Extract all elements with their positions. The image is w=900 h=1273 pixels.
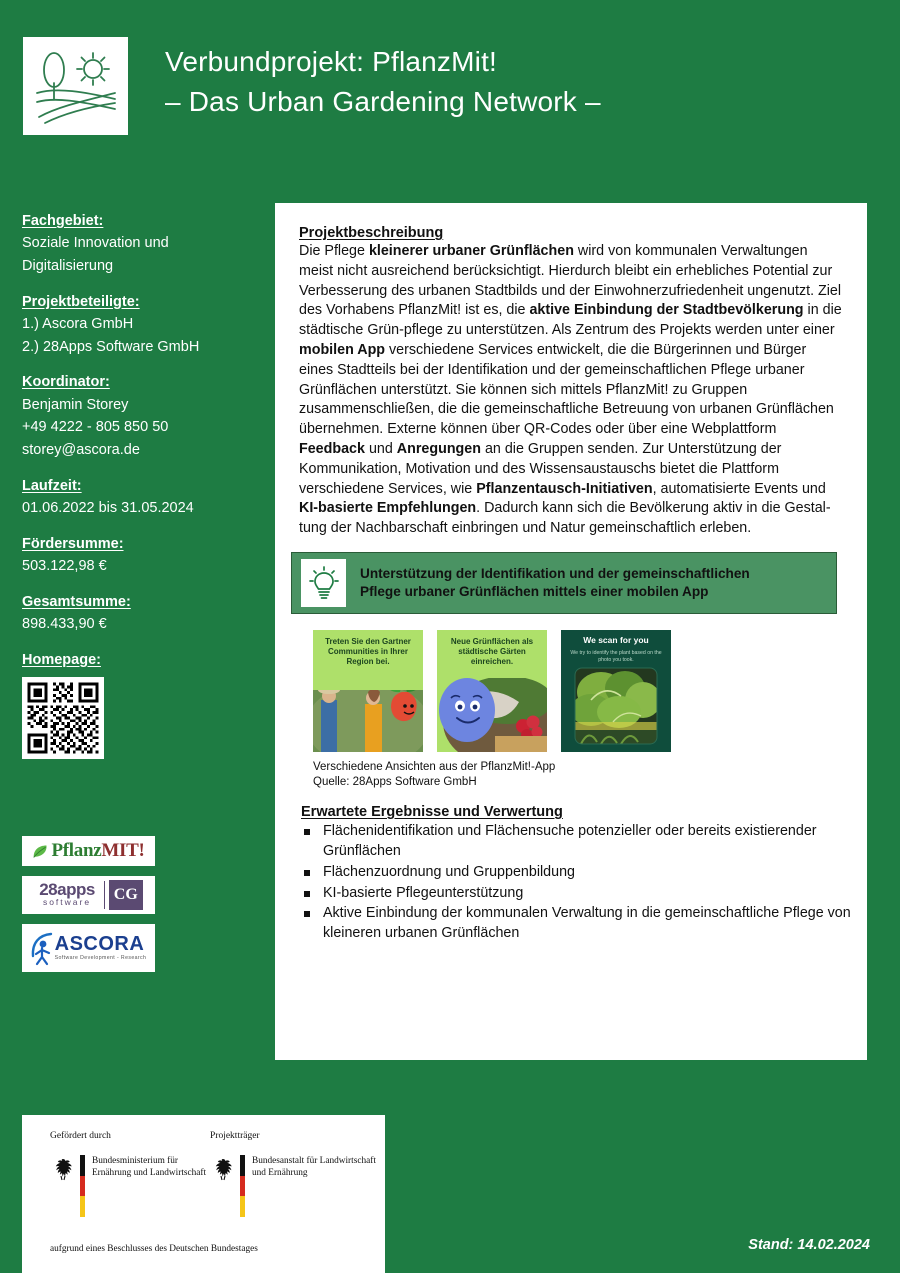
fact-line: 01.06.2022 bis 31.05.2024 (22, 500, 194, 517)
funded-by-name: Bundesministerium für Ernährung und Landwirtschaft (92, 1156, 207, 1179)
project-carrier-name: Bundesanstalt für Landwirtschaft und Ernährung (252, 1156, 376, 1179)
fact-heading: Gesamtsumme: (22, 593, 131, 610)
project-carrier-block (210, 1131, 385, 1217)
app-screenshot-submit-green-space (437, 630, 547, 752)
leaf-icon (32, 843, 49, 860)
svg-text:We try to identify the plant b: We try to identify the plant based on the (570, 649, 662, 656)
pflanzmit-logo (22, 836, 155, 866)
28apps-logo-text: 28apps (39, 880, 95, 900)
ascora-logo (22, 924, 155, 972)
bmel-logo (50, 1155, 210, 1217)
fact-group-fachgebiet (22, 210, 262, 278)
fact-heading: Homepage: (22, 651, 101, 668)
ascora-figure-icon (31, 930, 53, 966)
lightbulb-icon (301, 559, 346, 607)
list-item: KI-basierte Pflegeunterstützung (301, 884, 867, 904)
app-screenshot-communities (313, 630, 423, 752)
coordinator-phone: +49 4222 - 805 850 50 (22, 419, 169, 436)
fact-heading: Laufzeit: (22, 477, 82, 494)
federal-eagle-icon (50, 1156, 76, 1182)
callout-line-1: Unterstützung der Identifikation und der gemeinschaftlichen (360, 566, 750, 582)
ascora-logo-subtext: Software Development - Research (54, 955, 147, 962)
fact-group-homepage (22, 649, 262, 759)
german-flag-bar (80, 1155, 85, 1217)
fact-heading: Fachgebiet: (22, 213, 104, 229)
status-date: Stand: 14.02.2024 (748, 1237, 870, 1253)
28apps-software-logo (22, 876, 155, 914)
bundestag-note: aufgrund eines Beschlusses des Deutschen Bundestages (50, 1244, 258, 1254)
app-screenshot-plant-scan (561, 630, 671, 752)
results-list (301, 822, 867, 944)
funding-footer (22, 1115, 385, 1273)
coordinator-email[interactable]: storey@ascora.de (22, 442, 140, 459)
fact-heading: Projektbeteiligte: (22, 293, 140, 310)
fact-group-laufzeit (22, 475, 262, 520)
svg-text:städtische Gärten: städtische Gärten (458, 646, 526, 656)
page-title (165, 42, 865, 122)
caption-line-1: Verschiedene Ansichten aus der PflanzMit!-App (313, 760, 556, 773)
funding-amount: 503.122,98 € (22, 558, 107, 575)
fact-group-gesamtsumme (22, 591, 262, 636)
partner-logo-strip (22, 836, 167, 982)
project-carrier-label: Projektträger (210, 1131, 260, 1141)
svg-text:Neue Grünflächen als: Neue Grünflächen als (450, 636, 534, 646)
funded-by-block (50, 1131, 210, 1217)
fact-line: Benjamin Storey (22, 396, 129, 413)
fact-group-foerdersumme (22, 533, 262, 578)
highlight-callout (291, 552, 837, 614)
tree-sun-field-icon (23, 37, 128, 135)
callout-line-2: Pflege urbaner Grünflächen mittels einer mobilen App (360, 583, 709, 599)
app-screenshot-row (313, 630, 867, 752)
ble-logo (210, 1155, 385, 1217)
callout-text (360, 565, 750, 601)
list-item: Aktive Einbindung der kommunalen Verwaltung in die gemeinschaftliche Pflege von kleineren urbanen Grünflächen (301, 904, 867, 944)
main-content-panel (275, 203, 867, 1060)
fact-group-koordinator (22, 371, 262, 461)
fact-heading: Fördersumme: (22, 535, 124, 552)
svg-text:Treten Sie den Gartner: Treten Sie den Gartner (325, 636, 411, 646)
homepage-qr-code[interactable] (22, 677, 104, 759)
german-flag-bar (240, 1155, 245, 1217)
fact-line: 1.) Ascora GmbH (22, 316, 134, 333)
caption-line-2: Quelle: 28Apps Software GmbH (313, 776, 477, 789)
title-line-1: Verbundprojekt: PflanzMit! (165, 46, 498, 77)
list-item: Flächenzuordnung und Gruppenbildung (301, 863, 867, 883)
fact-line: Digitalisierung (22, 258, 114, 275)
section-heading-results: Erwartete Ergebnisse und Verwertung (301, 803, 563, 820)
svg-text:Region bei.: Region bei. (346, 656, 390, 666)
fact-line: Soziale Innovation und (22, 235, 169, 252)
svg-text:photo you took.: photo you took. (598, 656, 634, 663)
cg-mark: CG (109, 880, 143, 910)
section-heading-description: Projektbeschreibung (299, 225, 444, 241)
project-logo (23, 37, 128, 135)
svg-text:We scan for you: We scan for you (583, 634, 649, 645)
project-facts-sidebar (22, 210, 262, 772)
svg-text:einreichen.: einreichen. (470, 656, 514, 666)
project-description-text: Die Pflege kleinerer urbaner Grünflächen wird von kommunalen Verwaltungen meist nicht ausreichend berücksichtigt. Hierdurch bleibt ein erhebliches Potential zur Verbesserung des urbanen Stadtbilds und der Einwohnerzufriedenheit ungenutzt. Ziel des Vorhabens PflanzMit! ist es, die aktive Einbindung der Stadtbevölkerung in die städtische Grün-pflege zu unterstützen. Als Zentrum des Projekts werden unter einer mobilen App verschiedene Services entwickelt, die die Bürgerinnen und Bürger eines Stadtteils bei der Identifikation und der gemeinschaftlichen Pflege urbaner Grünflächen unterstützt. Sie können sich mittels PflanzMit! zu Gruppen zusammenschließen, die die gemeinschaftliche Betreuung von urbanen Grünflächen übernehmen. Externe können über QR-Codes oder über eine Webplattform Feedback und Anregungen an die Gruppen senden. Zur Unterstützung der Kommunikation, Motivation und des Wissensaustauschs bietet die Plattform verschiedene Services, wie Pflanzentausch-Initiativen, automatisierte Events und KI-basierte Empfehlungen. Dadurch kann sich die Bevölkerung aktiv in die Gestal-tung der Nachbarschaft einbringen und Natur gemeinschaftlich erleben. (299, 243, 842, 537)
fact-line: 2.) 28Apps Software GmbH (22, 338, 200, 355)
fact-heading: Koordinator: (22, 374, 110, 391)
screenshot-caption (313, 760, 867, 791)
page-header (0, 0, 900, 180)
ascora-logo-text: ASCORA (54, 933, 145, 956)
pflanzmit-logo-text: PflanzMIT! (51, 840, 145, 861)
svg-text:Communities in Ihrer: Communities in Ihrer (327, 646, 409, 656)
logo-divider (104, 881, 105, 909)
total-amount: 898.433,90 € (22, 616, 107, 633)
28apps-logo-subtext: software (42, 897, 92, 908)
federal-eagle-icon (210, 1156, 236, 1182)
list-item: Flächenidentifikation und Flächensuche potenzieller oder bereits existierender Grünflächen (301, 822, 867, 862)
fact-group-projektbeteiligte (22, 291, 262, 359)
funded-by-label: Gefördert durch (50, 1131, 111, 1141)
title-line-2: – Das Urban Gardening Network – (165, 85, 601, 117)
